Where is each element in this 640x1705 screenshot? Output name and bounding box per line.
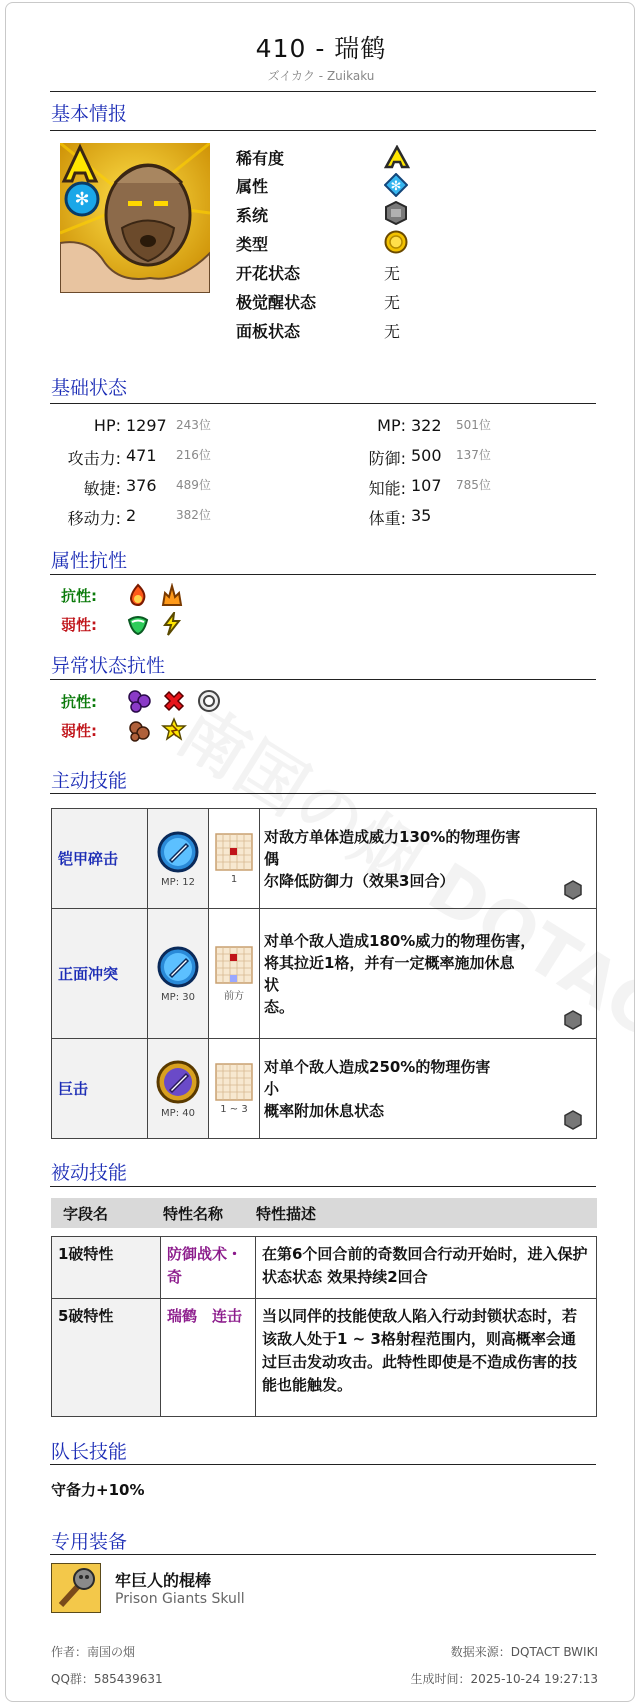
wind-weak-icon xyxy=(126,612,150,640)
skill-row xyxy=(52,1039,597,1139)
sword-skill-icon xyxy=(156,945,200,989)
skill-mp: MP: 30 xyxy=(161,991,195,1003)
system-golem-icon xyxy=(384,201,408,229)
range-grid-icon xyxy=(215,946,253,984)
skill-icon-cell xyxy=(148,809,209,909)
hexagon-icon xyxy=(564,880,582,900)
skill-desc-line: 将其拉近1格，并有一定概率施加休息 xyxy=(264,953,515,972)
divider xyxy=(50,403,596,404)
ring-resist-icon xyxy=(196,688,222,718)
svg-text:✻: ✻ xyxy=(74,189,90,210)
stat-value-agi: 376 xyxy=(126,476,157,495)
rarity-a-icon xyxy=(384,145,410,173)
info-value-awaken: 无 xyxy=(384,293,401,312)
skill-name: 巨击 xyxy=(52,1039,148,1139)
range-grid-icon xyxy=(215,1063,253,1101)
skill-range-cell xyxy=(209,909,260,1039)
page-title: 410 - 瑞鹤 xyxy=(255,34,387,63)
divider xyxy=(50,1554,596,1555)
info-label-type: 类型 xyxy=(236,235,269,254)
footer-qq: QQ群：585439631 xyxy=(51,1672,163,1686)
fire-resist-icon xyxy=(126,583,150,611)
skill-range: 1 xyxy=(230,873,238,885)
stat-rank-mov: 382位 xyxy=(176,508,211,522)
range-grid-icon xyxy=(215,833,253,871)
stat-value-def: 500 xyxy=(411,446,442,465)
skill-description xyxy=(260,1039,597,1139)
divider xyxy=(50,130,596,131)
skill-icon-cell xyxy=(148,1039,209,1139)
skill-desc-line: 状 xyxy=(264,975,280,994)
stat-value-hp: 1297 xyxy=(126,416,167,435)
seal-resist-icon xyxy=(161,688,187,718)
info-label-system: 系统 xyxy=(236,206,269,225)
passive-table-header xyxy=(51,1198,597,1228)
stat-label-def: 防御: xyxy=(368,449,406,468)
section-leader-skill: 队长技能 xyxy=(51,1441,128,1463)
skill-row xyxy=(52,809,597,909)
stat-rank-atk: 216位 xyxy=(176,448,211,462)
stat-rank-hp: 243位 xyxy=(176,418,211,432)
stat-rank-mp: 501位 xyxy=(456,418,491,432)
status-weak-label: 弱性: xyxy=(61,722,97,740)
skill-description xyxy=(260,909,597,1039)
footer-author: 作者：南国の烟 xyxy=(51,1645,136,1659)
active-skill-table xyxy=(51,808,597,1139)
stat-label-wt: 体重: xyxy=(368,509,406,528)
poison-resist-icon xyxy=(126,688,152,718)
stat-rank-def: 137位 xyxy=(456,448,491,462)
info-label-rarity: 稀有度 xyxy=(236,149,285,168)
passive-field: 5破特性 xyxy=(52,1299,161,1417)
skill-icon-cell xyxy=(148,909,209,1039)
stat-value-atk: 471 xyxy=(126,446,157,465)
hexagon-icon xyxy=(564,1110,582,1130)
skill-mp: MP: 12 xyxy=(161,876,195,888)
skill-row xyxy=(52,909,597,1039)
character-card xyxy=(5,2,635,1702)
resist-label: 抗性: xyxy=(61,587,97,605)
type-shield-icon xyxy=(384,230,408,258)
stat-value-int: 107 xyxy=(411,476,442,495)
svg-text:✻: ✻ xyxy=(390,179,402,194)
info-value-panel: 无 xyxy=(384,322,401,341)
skill-desc-line: 对敌方单体造成威力130%的物理伤害 xyxy=(264,827,521,846)
skill-mp: MP: 40 xyxy=(161,1107,195,1119)
skill-desc-line: 偶 xyxy=(264,849,280,868)
passive-table xyxy=(51,1236,597,1417)
hexagon-icon xyxy=(564,1010,582,1030)
section-passive-skills: 被动技能 xyxy=(51,1162,128,1184)
stat-rank-agi: 489位 xyxy=(176,478,211,492)
footer-time: 生成时间：2025-10-24 19:27:13 xyxy=(410,1672,598,1686)
skill-desc-line: 态。 xyxy=(264,997,295,1016)
divider xyxy=(50,1186,596,1187)
section-active-skills: 主动技能 xyxy=(51,770,128,792)
divider xyxy=(50,91,596,92)
info-label-bloom: 开花状态 xyxy=(236,264,301,283)
header-trait-name: 特性名称 xyxy=(163,1205,224,1223)
stat-label-atk: 攻击力: xyxy=(67,449,121,468)
passive-row xyxy=(52,1237,597,1299)
skill-desc-line: 小 xyxy=(264,1079,280,1098)
skill-desc-line: 对单个敌人造成180%威力的物理伤害， xyxy=(264,931,536,950)
passive-row xyxy=(52,1299,597,1417)
sword-skill-icon xyxy=(156,830,200,874)
stat-label-agi: 敏捷: xyxy=(83,479,121,498)
stat-rank-int: 785位 xyxy=(456,478,491,492)
equipment-name: 牢巨人的棍棒 xyxy=(115,1571,212,1590)
equipment-name-en: Prison Giants Skull xyxy=(115,1591,245,1607)
paralyze-weak-icon xyxy=(161,717,187,747)
passive-field: 1破特性 xyxy=(52,1237,161,1299)
stat-label-int: 知能: xyxy=(368,479,406,498)
skill-range-cell xyxy=(209,809,260,909)
stat-label-mp: MP: xyxy=(377,416,406,435)
header-field: 字段名 xyxy=(63,1205,109,1223)
status-resist-label: 抗性: xyxy=(61,693,97,711)
skill-range: 1 ~ 3 xyxy=(220,1103,248,1115)
info-value-bloom: 无 xyxy=(384,264,401,283)
character-portrait xyxy=(60,143,210,293)
stat-value-mov: 2 xyxy=(126,506,137,525)
skill-name: 铠甲碎击 xyxy=(52,809,148,909)
footer-source: 数据来源：DQTACT BWIKI xyxy=(450,1645,598,1659)
page-subtitle: ズイカク - Zuikaku xyxy=(267,69,375,83)
section-equipment: 专用装备 xyxy=(51,1531,128,1553)
skill-description xyxy=(260,809,597,909)
ice-element-icon xyxy=(384,173,408,201)
weak-label: 弱性: xyxy=(61,616,97,634)
divider xyxy=(50,793,596,794)
info-label-awaken: 极觉醒状态 xyxy=(236,293,317,312)
great-strike-skill-icon xyxy=(155,1059,201,1105)
section-base-stats: 基础状态 xyxy=(51,377,128,399)
flame-resist-icon xyxy=(160,583,184,611)
club-equipment-icon xyxy=(51,1563,101,1613)
skill-desc-line: 对单个敌人造成250%的物理伤害 xyxy=(264,1057,491,1076)
section-basic-info: 基本情报 xyxy=(51,103,128,125)
passive-trait-desc: 当以同伴的技能使敌人陷入行动封锁状态时，若该敌人处于1 ~ 3格射程范围内，则高概率会通过巨击发动攻击。此特性即使是不造成伤害的技能也能触发。 xyxy=(256,1299,597,1417)
stat-label-mov: 移动力: xyxy=(67,509,121,528)
skill-desc-line: 概率附加休息状态 xyxy=(264,1101,385,1120)
skill-range: 前方 xyxy=(224,990,244,1002)
skill-range-cell xyxy=(209,1039,260,1139)
thunder-weak-icon xyxy=(160,612,184,640)
passive-trait-desc: 在第6个回合前的奇数回合行动开始时，进入保护状态状态 效果持续2回合 xyxy=(256,1237,597,1299)
info-label-element: 属性 xyxy=(236,177,269,196)
stat-value-wt: 35 xyxy=(411,506,432,525)
divider xyxy=(50,679,596,680)
info-label-panel: 面板状态 xyxy=(236,322,301,341)
divider xyxy=(50,1464,596,1465)
passive-trait-name: 瑞鹤 连击 xyxy=(161,1299,256,1417)
sleep-weak-icon xyxy=(126,717,152,747)
section-element-resist: 属性抗性 xyxy=(51,550,128,572)
section-status-resist: 异常状态抗性 xyxy=(51,655,166,677)
divider xyxy=(50,574,596,575)
skill-name: 正面冲突 xyxy=(52,909,148,1039)
skill-desc-line: 尔降低防御力（效果3回合） xyxy=(264,871,455,890)
stat-value-mp: 322 xyxy=(411,416,442,435)
stat-label-hp: HP: xyxy=(93,416,121,435)
leader-skill-text: 守备力+10% xyxy=(51,1481,145,1499)
header-trait-desc: 特性描述 xyxy=(256,1205,317,1223)
passive-trait-name: 防御战术・奇 xyxy=(161,1237,256,1299)
